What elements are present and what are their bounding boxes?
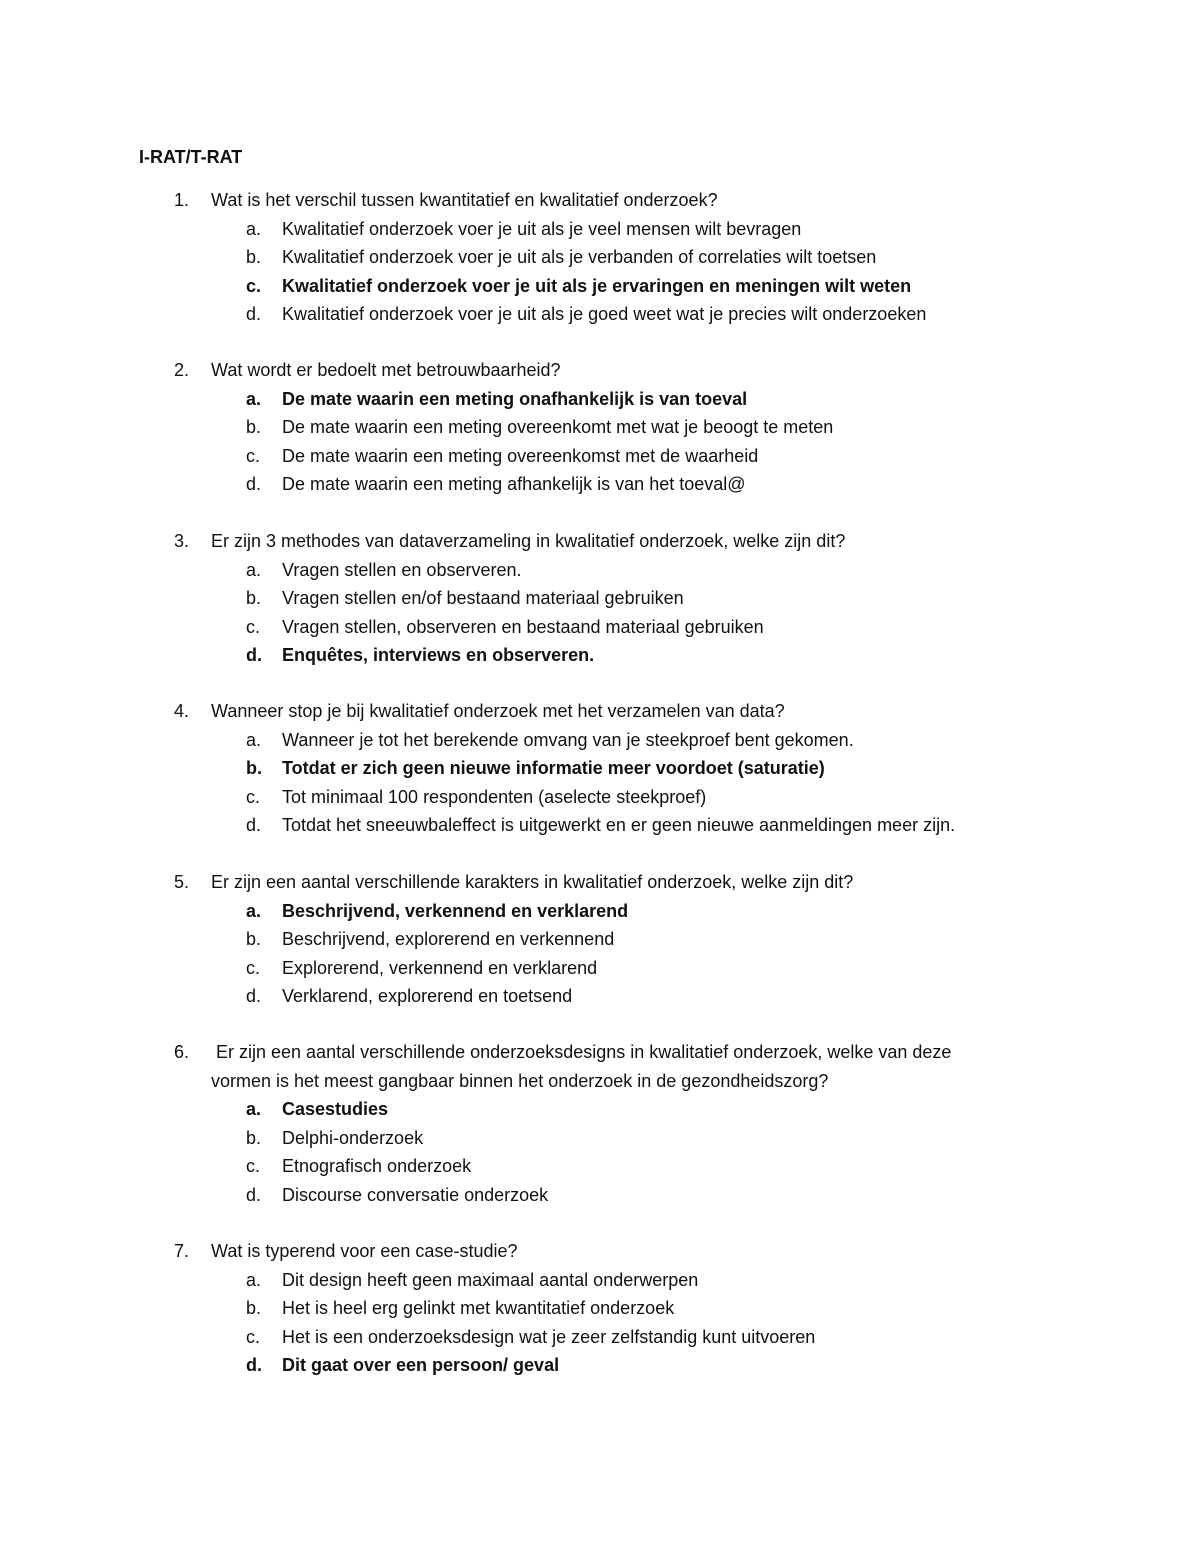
question-1 (0, 186, 1200, 329)
option-letter: d. (246, 815, 262, 835)
answer-option (0, 726, 1200, 755)
question-4 (0, 697, 1200, 840)
question-7 (0, 1237, 1200, 1380)
question-line (0, 186, 1200, 215)
question-line (0, 527, 1200, 556)
option-letter: d. (246, 474, 262, 494)
option-text: De mate waarin een meting overeenkomt met wat je beoogt te meten (282, 417, 834, 437)
option-letter: c. (246, 1326, 261, 1347)
question-number: 2. (174, 360, 190, 380)
option-letter: a. (246, 729, 262, 750)
option-letter: b. (246, 1127, 262, 1148)
answer-option-correct (0, 641, 1200, 670)
question-line (0, 356, 1200, 385)
question-number: 6. (174, 1042, 190, 1062)
page-title: I-RAT/T-RAT (139, 147, 243, 167)
question-line (0, 1237, 1200, 1266)
question-3 (0, 527, 1200, 670)
answer-option-correct (0, 1351, 1200, 1380)
question-2 (0, 356, 1200, 499)
question-number: 1. (174, 190, 190, 210)
option-text: Dit design heeft geen maximaal aantal onderwerpen (282, 1269, 699, 1290)
question-line-continued (0, 1067, 1200, 1096)
question-number: 4. (174, 701, 190, 721)
option-letter: a. (246, 1269, 262, 1290)
question-number: 7. (174, 1241, 190, 1261)
option-text: Kwalitatief onderzoek voer je uit als je verbanden of correlaties wilt toetsen (282, 247, 877, 267)
option-letter: d. (246, 1184, 262, 1205)
answer-option (0, 556, 1200, 585)
option-text: Discourse conversatie onderzoek (282, 1184, 549, 1205)
answer-option (0, 1124, 1200, 1153)
option-text: Totdat er zich geen nieuwe informatie meer voordoet (saturatie) (282, 758, 825, 778)
answer-option (0, 925, 1200, 954)
option-letter: c. (246, 616, 261, 637)
answer-option (0, 243, 1200, 272)
answer-option (0, 783, 1200, 812)
option-text: Casestudies (282, 1099, 389, 1119)
option-letter: d. (246, 986, 262, 1006)
question-6 (0, 1038, 1200, 1209)
question-line (0, 868, 1200, 897)
option-text: Vragen stellen, observeren en bestaand materiaal gebruiken (282, 616, 764, 637)
question-text-continued: vormen is het meest gangbaar binnen het onderzoek in de gezondheidszorg? (211, 1070, 829, 1091)
option-letter: c. (246, 957, 261, 978)
answer-option (0, 613, 1200, 642)
option-letter: c. (246, 445, 261, 466)
option-letter: a. (246, 1099, 262, 1119)
answer-option (0, 470, 1200, 499)
option-text: Beschrijvend, verkennend en verklarend (282, 900, 629, 921)
question-text: Wat wordt er bedoelt met betrouwbaarheid? (211, 360, 561, 380)
answer-option-correct (0, 385, 1200, 414)
question-line (0, 697, 1200, 726)
answer-option (0, 1152, 1200, 1181)
question-text: Er zijn een aantal verschillende karakters in kwalitatief onderzoek, welke zijn dit? (211, 872, 854, 892)
answer-option (0, 954, 1200, 983)
option-text: Kwalitatief onderzoek voer je uit als je goed weet wat je precies wilt onderzoeken (282, 304, 927, 324)
option-letter: b. (246, 1298, 262, 1318)
question-number: 3. (174, 531, 190, 551)
option-letter: c. (246, 1156, 261, 1176)
answer-option (0, 811, 1200, 840)
option-letter: b. (246, 417, 262, 437)
answer-option (0, 300, 1200, 329)
question-text: Wat is typerend voor een case-studie? (211, 1241, 518, 1261)
question-number: 5. (174, 872, 190, 892)
question-5 (0, 868, 1200, 1011)
answer-option (0, 1266, 1200, 1295)
option-letter: d. (246, 304, 262, 324)
answer-option (0, 215, 1200, 244)
option-letter: c. (246, 786, 261, 807)
option-letter: a. (246, 559, 262, 580)
answer-option (0, 1181, 1200, 1210)
question-text: Wat is het verschil tussen kwantitatief en kwalitatief onderzoek? (211, 190, 718, 210)
option-letter: d. (246, 1355, 262, 1375)
option-letter: d. (246, 645, 262, 665)
option-text: De mate waarin een meting onafhankelijk is van toeval (282, 388, 748, 409)
answer-option (0, 982, 1200, 1011)
option-letter: a. (246, 900, 262, 921)
option-letter: c. (246, 275, 262, 296)
option-text: Enquêtes, interviews en observeren. (282, 645, 595, 665)
option-text: Het is heel erg gelinkt met kwantitatief onderzoek (282, 1298, 675, 1318)
answer-option-correct (0, 897, 1200, 926)
option-text: Beschrijvend, explorerend en verkennend (282, 929, 615, 949)
option-letter: b. (246, 247, 262, 267)
question-line (0, 1038, 1200, 1067)
option-text: Kwalitatief onderzoek voer je uit als je ervaringen en meningen wilt weten (282, 275, 912, 296)
option-text: Wanneer je tot het berekende omvang van je steekproef bent gekomen. (282, 729, 854, 750)
option-text: Totdat het sneeuwbaleffect is uitgewerkt en er geen nieuwe aanmeldingen meer zijn. (282, 815, 956, 835)
answer-option (0, 1294, 1200, 1323)
answer-option (0, 442, 1200, 471)
option-text: Het is een onderzoeksdesign wat je zeer zelfstandig kunt uitvoeren (282, 1326, 816, 1347)
option-letter: a. (246, 388, 262, 409)
option-text: Tot minimaal 100 respondenten (aselecte steekproef) (282, 786, 707, 807)
option-letter: b. (246, 929, 262, 949)
option-text: Vragen stellen en observeren. (282, 559, 522, 580)
option-letter: b. (246, 588, 262, 608)
option-text: Etnografisch onderzoek (282, 1156, 472, 1176)
option-letter: b. (246, 758, 262, 778)
option-text: Dit gaat over een persoon/ geval (282, 1355, 560, 1375)
option-text: De mate waarin een meting afhankelijk is van het toeval@ (282, 474, 746, 494)
option-text: Delphi-onderzoek (282, 1127, 424, 1148)
option-text: Kwalitatief onderzoek voer je uit als je veel mensen wilt bevragen (282, 218, 802, 239)
answer-option (0, 584, 1200, 613)
answer-option (0, 413, 1200, 442)
option-text: Vragen stellen en/of bestaand materiaal gebruiken (282, 588, 684, 608)
option-letter: a. (246, 218, 262, 239)
question-text: Er zijn een aantal verschillende onderzoeksdesigns in kwalitatief onderzoek, welke van deze (211, 1042, 952, 1062)
option-text: Explorerend, verkennend en verklarend (282, 957, 598, 978)
option-text: Verklarend, explorerend en toetsend (282, 986, 573, 1006)
option-text: De mate waarin een meting overeenkomst met de waarheid (282, 445, 759, 466)
answer-option-correct (0, 1095, 1200, 1124)
answer-option-correct (0, 754, 1200, 783)
answer-option (0, 1323, 1200, 1352)
answer-option-correct (0, 272, 1200, 301)
question-text: Er zijn 3 methodes van dataverzameling in kwalitatief onderzoek, welke zijn dit? (211, 531, 846, 551)
question-text: Wanneer stop je bij kwalitatief onderzoek met het verzamelen van data? (211, 701, 785, 721)
